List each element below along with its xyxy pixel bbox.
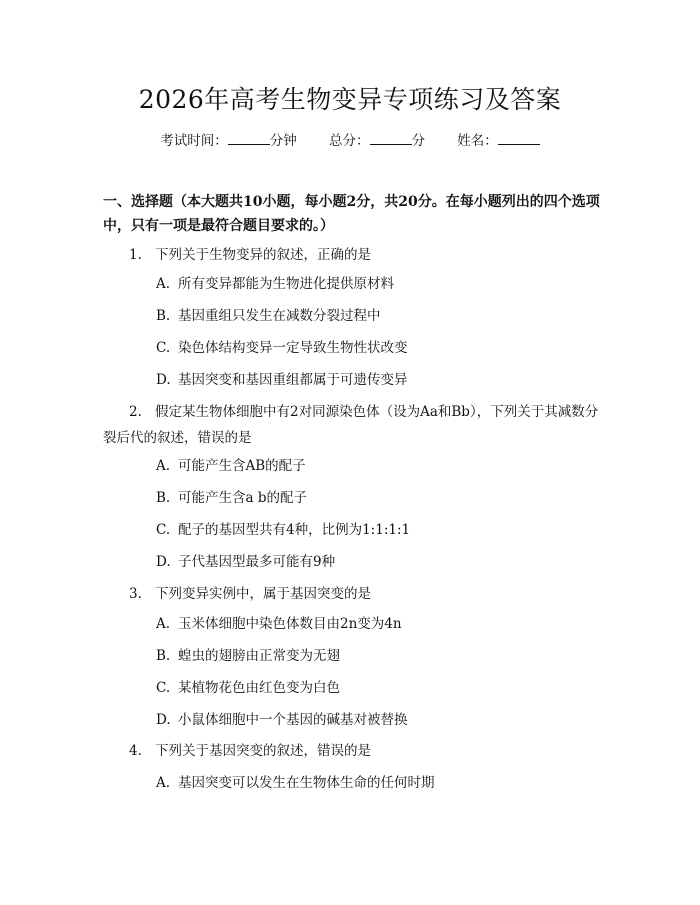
student-name-label: 姓名： <box>457 133 498 149</box>
option-text: 可能产生含a b的配子 <box>178 490 307 506</box>
question-stem: 假定某生物体细胞中有2对同源染色体（设为Aa和Bb），下列关于其减数分裂后代的叙述，错误的是 <box>103 404 599 446</box>
option-letter: C. <box>156 522 171 538</box>
option-2b <box>156 488 596 508</box>
exam-time-blank[interactable] <box>228 131 270 145</box>
option-letter: A. <box>156 276 171 292</box>
option-text: 基因突变和基因重组都属于可遗传变异 <box>178 372 408 388</box>
option-2d <box>156 552 596 572</box>
option-2a <box>156 456 596 476</box>
student-name-field <box>457 131 540 151</box>
option-letter: C. <box>156 340 171 356</box>
option-3a <box>156 614 596 634</box>
option-text: 染色体结构变异一定导致生物性状改变 <box>178 340 408 356</box>
question-number: 1. <box>129 247 142 263</box>
exam-info-line <box>0 131 700 151</box>
total-score-blank[interactable] <box>370 131 412 145</box>
question-2 <box>103 399 599 451</box>
option-letter: A. <box>156 775 171 791</box>
question-number: 4. <box>129 743 142 759</box>
exam-time-unit: 分钟 <box>269 133 297 149</box>
option-4a <box>156 773 596 793</box>
option-1b <box>156 306 596 326</box>
question-stem: 下列关于基因突变的叙述，错误的是 <box>155 743 371 759</box>
option-1a <box>156 274 596 294</box>
option-text: 配子的基因型共有4种，比例为1:1:1:1 <box>178 522 411 538</box>
option-letter: C. <box>156 680 171 696</box>
option-text: 玉米体细胞中染色体数目由2n变为4n <box>178 616 402 632</box>
option-text: 所有变异都能为生物进化提供原材料 <box>178 276 394 292</box>
option-letter: D. <box>156 712 171 728</box>
option-1d <box>156 370 596 390</box>
option-3b <box>156 646 596 666</box>
option-text: 小鼠体细胞中一个基因的碱基对被替换 <box>178 712 408 728</box>
question-stem: 下列关于生物变异的叙述，正确的是 <box>155 247 371 263</box>
option-text: 蝗虫的翅膀由正常变为无翅 <box>178 648 340 664</box>
option-letter: B. <box>156 308 171 324</box>
option-letter: A. <box>156 616 171 632</box>
option-3c <box>156 678 596 698</box>
option-text: 子代基因型最多可能有9种 <box>178 554 336 570</box>
option-3d <box>156 710 596 730</box>
option-text: 基因重组只发生在减数分裂过程中 <box>178 308 381 324</box>
total-score-unit: 分 <box>411 133 425 149</box>
exam-time-field <box>160 131 297 151</box>
total-score-field <box>329 131 425 151</box>
question-stem: 下列变异实例中，属于基因突变的是 <box>155 586 371 602</box>
question-3 <box>103 581 599 607</box>
option-letter: B. <box>156 490 171 506</box>
section-heading: 一、选择题（本大题共10小题，每小题2分，共20分。在每小题列出的四个选项中，只有一项是最符合题目要求的。） <box>103 194 600 234</box>
option-text: 可能产生含AB的配子 <box>178 458 306 474</box>
question-number: 2. <box>129 404 142 420</box>
exam-time-label: 考试时间： <box>160 133 228 149</box>
question-1 <box>103 242 599 268</box>
option-letter: B. <box>156 648 171 664</box>
option-2c <box>156 520 596 540</box>
option-text: 基因突变可以发生在生物体生命的任何时期 <box>178 775 435 791</box>
question-4 <box>103 738 599 764</box>
page-title: 2026年高考生物变异专项练习及答案 <box>138 85 562 114</box>
option-text: 某植物花色由红色变为白色 <box>178 680 340 696</box>
option-letter: A. <box>156 458 171 474</box>
option-letter: D. <box>156 554 171 570</box>
option-letter: D. <box>156 372 171 388</box>
question-number: 3. <box>129 586 142 602</box>
total-score-label: 总分： <box>329 133 370 149</box>
option-1c <box>156 338 596 358</box>
student-name-blank[interactable] <box>498 131 540 145</box>
